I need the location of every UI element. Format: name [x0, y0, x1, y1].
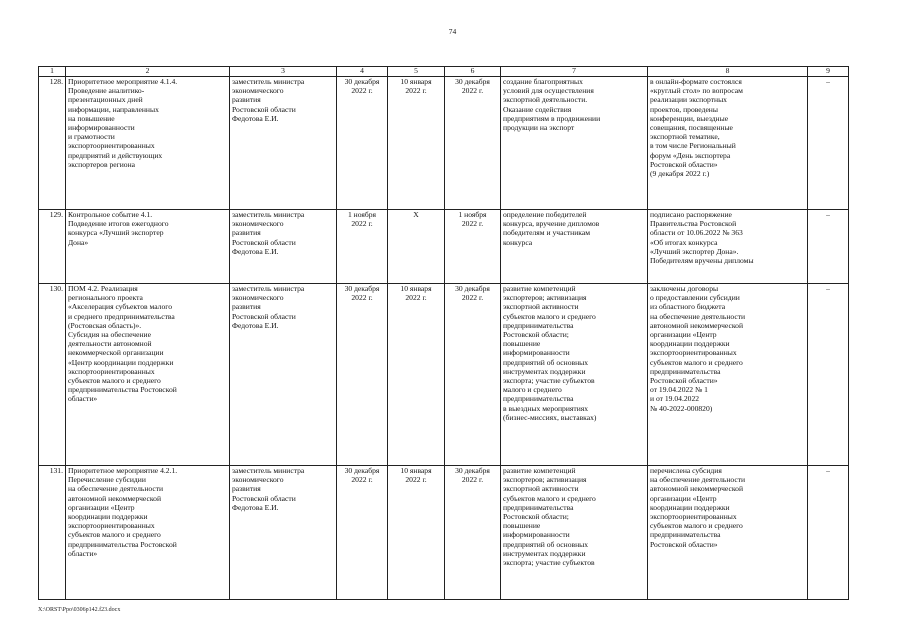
column-number: 3	[230, 67, 337, 77]
event-name: Приоритетное мероприятие 4.1.4. Проведение аналитико- презентационных дней информации, направленных на повышение информированности и грамотности экспортоориентированных предприятий и действующих экспортеров региона	[66, 77, 230, 210]
fact-start-date: 10 января 2022 г.	[388, 284, 445, 466]
expected-result: определение победителей конкурса, вручение дипломов победителям и участникам конкурса	[501, 210, 648, 284]
fact-start-date: 10 января 2022 г.	[388, 466, 445, 600]
fact-end-date: 30 декабря 2022 г.	[445, 284, 501, 466]
responsible-person: заместитель министра экономического развития Ростовской области Федотова Е.И.	[230, 210, 337, 284]
reason: –	[808, 210, 849, 284]
table-row	[39, 466, 849, 600]
table-row	[39, 77, 849, 210]
fact-end-date: 1 ноября 2022 г.	[445, 210, 501, 284]
row-number: 130.	[39, 284, 66, 466]
plan-date: 30 декабря 2022 г.	[337, 77, 388, 210]
responsible-person: заместитель министра экономического развития Ростовской области Федотова Е.И.	[230, 77, 337, 210]
column-number: 2	[66, 67, 230, 77]
plan-date: 30 декабря 2022 г.	[337, 466, 388, 600]
plan-date: 1 ноября 2022 г.	[337, 210, 388, 284]
plan-date: 30 декабря 2022 г.	[337, 284, 388, 466]
row-number: 128.	[39, 77, 66, 210]
report-table	[38, 66, 849, 600]
file-path-footer: X:\ORST\Ppo\0306p142.f23.docx	[38, 607, 121, 613]
expected-result: создание благоприятных условий для осуществления экспортной деятельности. Оказание содействия предприятиям в продвижении продукции на экспорт	[501, 77, 648, 210]
achieved-result: заключены договоры о предоставлении субсидии из областного бюджета на обеспечение деятельности автономной некоммерческой организации «Центр координации поддержки экспортоориентированных субъектов малого и среднего предпринимательства Ростовской области» от 19.04.2022 № 1 и от 19.04.2022 № 40-2022-000820)	[648, 284, 808, 466]
reason: –	[808, 77, 849, 210]
column-number: 7	[501, 67, 648, 77]
fact-end-date: 30 декабря 2022 г.	[445, 77, 501, 210]
page-number: 74	[448, 27, 457, 36]
column-number: 8	[648, 67, 808, 77]
reason: –	[808, 284, 849, 466]
column-number: 6	[445, 67, 501, 77]
column-number: 5	[388, 67, 445, 77]
row-number: 129.	[39, 210, 66, 284]
table-row	[39, 210, 849, 284]
fact-end-date: 30 декабря 2022 г.	[445, 466, 501, 600]
reason: –	[808, 466, 849, 600]
table-row	[39, 284, 849, 466]
column-number-row	[39, 67, 849, 77]
row-number: 131.	[39, 466, 66, 600]
column-number: 4	[337, 67, 388, 77]
expected-result: развитие компетенций экспортеров; активизация экспортной активности субъектов малого и среднего предпринимательства Ростовской области; повышение информированности предприятий об основных инструментах поддержки экспорта; участие субъектов малого и среднего предпринимательства в выездных мероприятиях (бизнес-миссиях, выставках)	[501, 284, 648, 466]
column-number: 1	[39, 67, 66, 77]
achieved-result: перечислена субсидия на обеспечение деятельности автономной некоммерческой организации «Центр координации поддержки экспортоориентированных субъектов малого и среднего предпринимательства Ростовской области»	[648, 466, 808, 600]
fact-start-date: Х	[388, 210, 445, 284]
achieved-result: подписано распоряжение Правительства Ростовской области от 10.06.2022 № 363 «Об итогах конкурса «Лучший экспортер Дона». Победителям вручены дипломы	[648, 210, 808, 284]
event-name: Приоритетное мероприятие 4.2.1. Перечисление субсидии на обеспечение деятельности автономной некоммерческой организации «Центр координации поддержки экспортоориентированных субъектов малого и среднего предпринимательства Ростовской области»	[66, 466, 230, 600]
fact-start-date: 10 января 2022 г.	[388, 77, 445, 210]
expected-result: развитие компетенций экспортеров; активизация экспортной активности субъектов малого и среднего предпринимательства Ростовской области; повышение информированности предприятий об основных инструментах поддержки экспорта; участие субъектов	[501, 466, 648, 600]
event-name: Контрольное событие 4.1. Подведение итогов ежегодного конкурса «Лучший экспортер Дона»	[66, 210, 230, 284]
column-number: 9	[808, 67, 849, 77]
responsible-person: заместитель министра экономического развития Ростовской области Федотова Е.И.	[230, 466, 337, 600]
event-name: ПОМ 4.2. Реализация регионального проекта «Акселерация субъектов малого и среднего предпринимательства (Ростовская область)». Субсидия на обеспечение деятельности автономной некоммерческой организации «Центр координации поддержки экспортоориентированных субъектов малого и среднего предпринимательства Ростовской области»	[66, 284, 230, 466]
achieved-result: в онлайн-формате состоялся «круглый стол» по вопросам реализации экспортных проектов, проведены конференции, выездные совещания, посвященные экспортной тематике, в том числе Региональный форум «День экспортера Ростовской области» (9 декабря 2022 г.)	[648, 77, 808, 210]
responsible-person: заместитель министра экономического развития Ростовской области Федотова Е.И.	[230, 284, 337, 466]
